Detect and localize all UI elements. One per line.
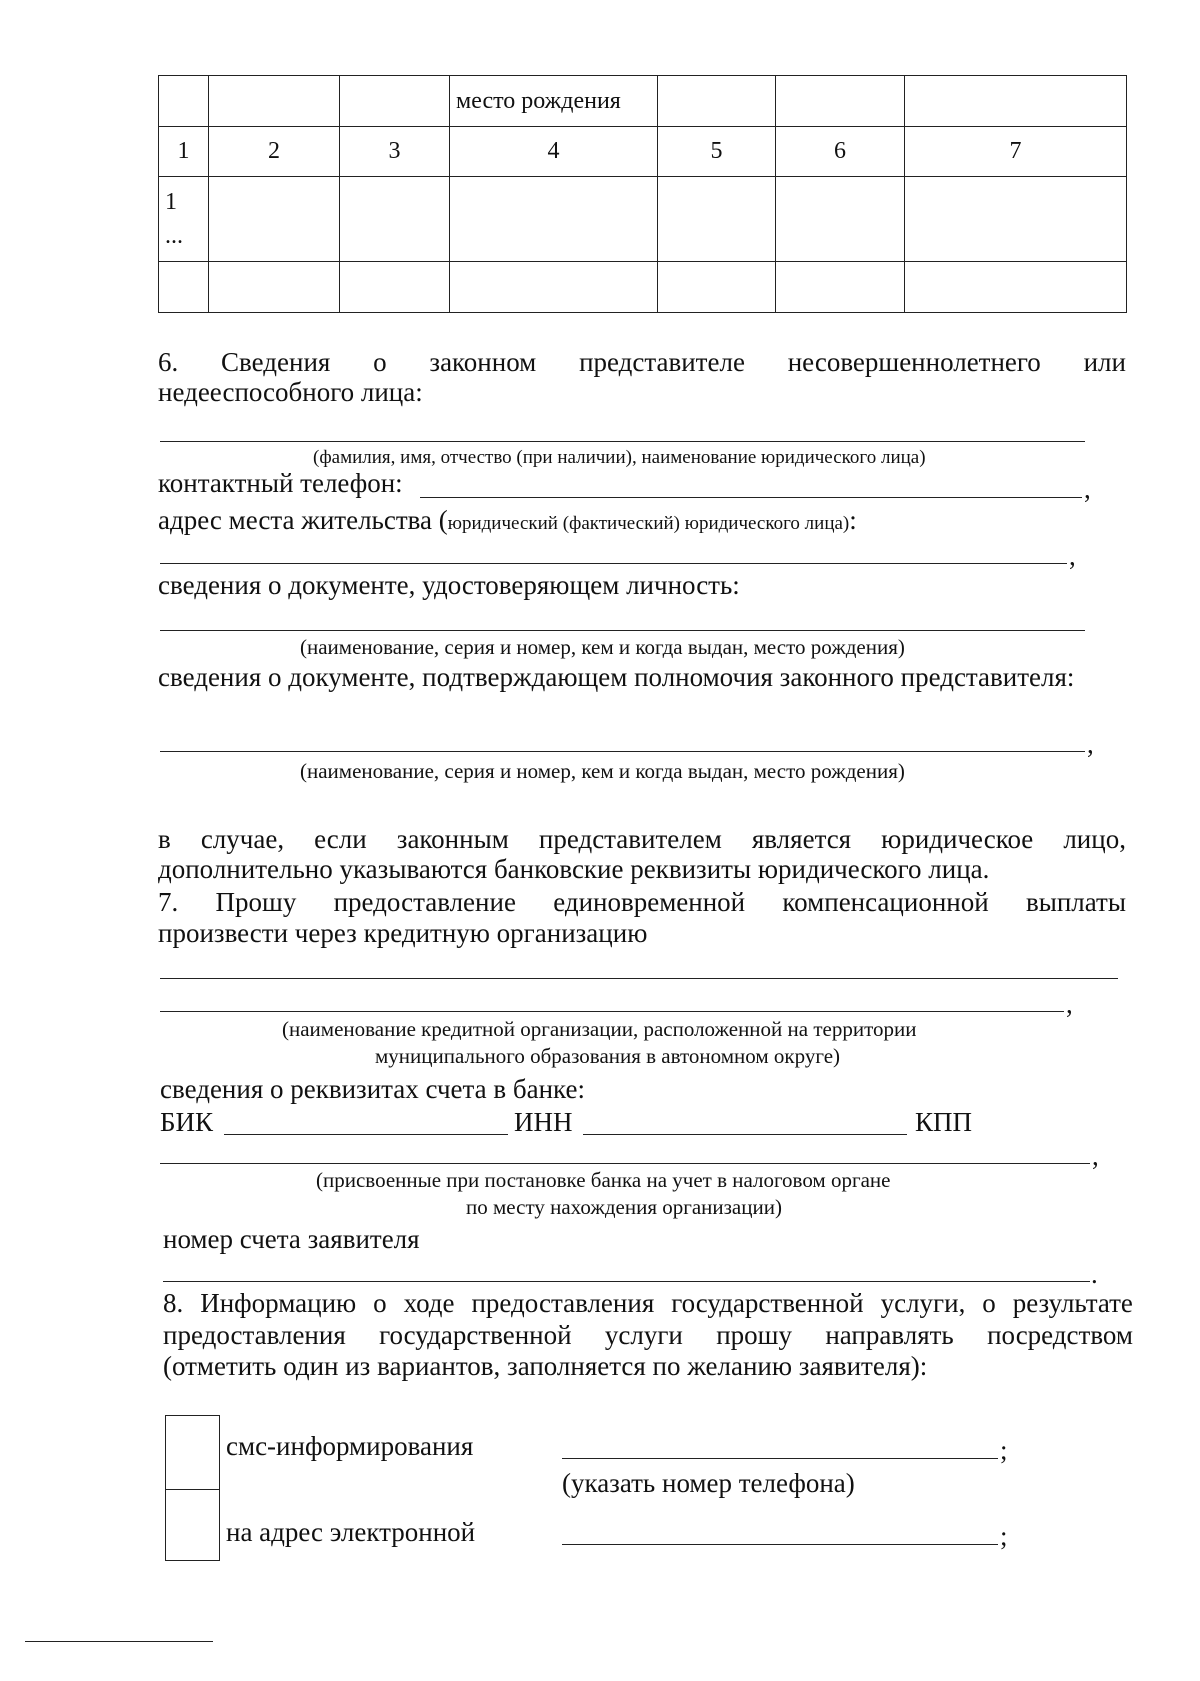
inn-label: ИНН bbox=[514, 1107, 573, 1137]
phone-field[interactable] bbox=[420, 497, 1082, 498]
row-number: 1 bbox=[165, 189, 177, 215]
row-number-cell bbox=[159, 177, 209, 262]
authority-doc-field[interactable] bbox=[160, 751, 1085, 752]
kpp-field[interactable] bbox=[160, 1163, 1090, 1164]
identity-doc-caption: (наименование, серия и номер, кем и когда выдан, место рождения) bbox=[300, 635, 905, 659]
representative-name-caption: (фамилия, имя, отчество (при наличии), наименование юридического лица) bbox=[313, 447, 926, 468]
address-label: адрес места жительства (юридический (фактический) юридического лица): bbox=[158, 505, 857, 535]
assigned-caption-2: по месту нахождения организации) bbox=[466, 1195, 782, 1219]
representative-name-field[interactable] bbox=[160, 441, 1085, 442]
bank-name-field-2[interactable] bbox=[160, 1011, 1064, 1012]
bank-name-caption-2: муниципального образования в автономном округе) bbox=[375, 1044, 841, 1068]
email-field[interactable] bbox=[562, 1544, 998, 1545]
phone-label: контактный телефон: bbox=[158, 468, 403, 498]
section8-line1: 8. Информацию о ходе предоставления государственной услуги, о результате bbox=[163, 1288, 1133, 1318]
col-number-cell: 3 bbox=[340, 127, 450, 177]
table-row bbox=[159, 262, 1127, 313]
persons-table bbox=[158, 75, 1127, 313]
table-column-numbers-row bbox=[159, 127, 1127, 177]
section7-heading-cont: произвести через кредитную организацию bbox=[158, 918, 648, 948]
col-number-cell: 5 bbox=[658, 127, 776, 177]
section8-line3: (отметить один из вариантов, заполняется по желанию заявителя): bbox=[163, 1351, 928, 1381]
assigned-caption-1: (присвоенные при постановке банка на учет в налоговом органе bbox=[316, 1168, 891, 1192]
legal-entity-note: в случае, если законным представителем является юридическое лицо, bbox=[158, 824, 1126, 854]
table-row bbox=[159, 177, 1127, 262]
email-checkbox[interactable] bbox=[165, 1489, 220, 1561]
col-number-cell: 6 bbox=[776, 127, 905, 177]
section6-heading-cont: недееспособного лица: bbox=[158, 377, 423, 407]
section6-heading: 6. Сведения о законном представителе несовершеннолетнего или bbox=[158, 347, 1126, 377]
col-number-cell: 1 bbox=[159, 127, 209, 177]
bank-name-field-1[interactable] bbox=[160, 978, 1118, 979]
col-number-cell: 7 bbox=[905, 127, 1127, 177]
identity-doc-label: сведения о документе, удостоверяющем личность: bbox=[158, 570, 740, 600]
col-number-cell: 2 bbox=[209, 127, 340, 177]
requisites-label: сведения о реквизитах счета в банке: bbox=[160, 1074, 585, 1104]
footnote-separator bbox=[25, 1641, 213, 1642]
address-field[interactable] bbox=[160, 563, 1067, 564]
account-field[interactable] bbox=[163, 1281, 1090, 1282]
bik-field[interactable] bbox=[224, 1134, 508, 1135]
sms-checkbox[interactable] bbox=[165, 1415, 220, 1491]
col-number-cell: 4 bbox=[450, 127, 658, 177]
kpp-label: КПП bbox=[915, 1107, 973, 1137]
identity-doc-field[interactable] bbox=[160, 630, 1085, 631]
header-cell-birthplace: место рождения bbox=[450, 76, 658, 127]
legal-entity-note-cont: дополнительно указываются банковские реквизиты юридического лица. bbox=[158, 854, 990, 884]
section8-line2: предоставления государственной услуги прошу направлять посредством bbox=[163, 1320, 1133, 1350]
authority-doc-label: сведения о документе, подтверждающем полномочия законного представителя: bbox=[158, 662, 1075, 692]
bik-label: БИК bbox=[160, 1107, 214, 1137]
sms-option-label: смс-информирования bbox=[226, 1431, 474, 1461]
account-label: номер счета заявителя bbox=[163, 1224, 420, 1254]
sms-phone-caption: (указать номер телефона) bbox=[562, 1468, 855, 1498]
section7-heading: 7. Прошу предоставление единовременной компенсационной выплаты bbox=[158, 887, 1126, 917]
authority-doc-caption: (наименование, серия и номер, кем и когда выдан, место рождения) bbox=[300, 759, 905, 783]
inn-field[interactable] bbox=[583, 1134, 907, 1135]
email-option-label: на адрес электронной bbox=[226, 1517, 476, 1547]
bank-name-caption-1: (наименование кредитной организации, расположенной на территории bbox=[282, 1017, 917, 1041]
table-header-row bbox=[159, 76, 1127, 127]
sms-phone-field[interactable] bbox=[562, 1458, 998, 1459]
row-continuation: ... bbox=[165, 223, 183, 249]
